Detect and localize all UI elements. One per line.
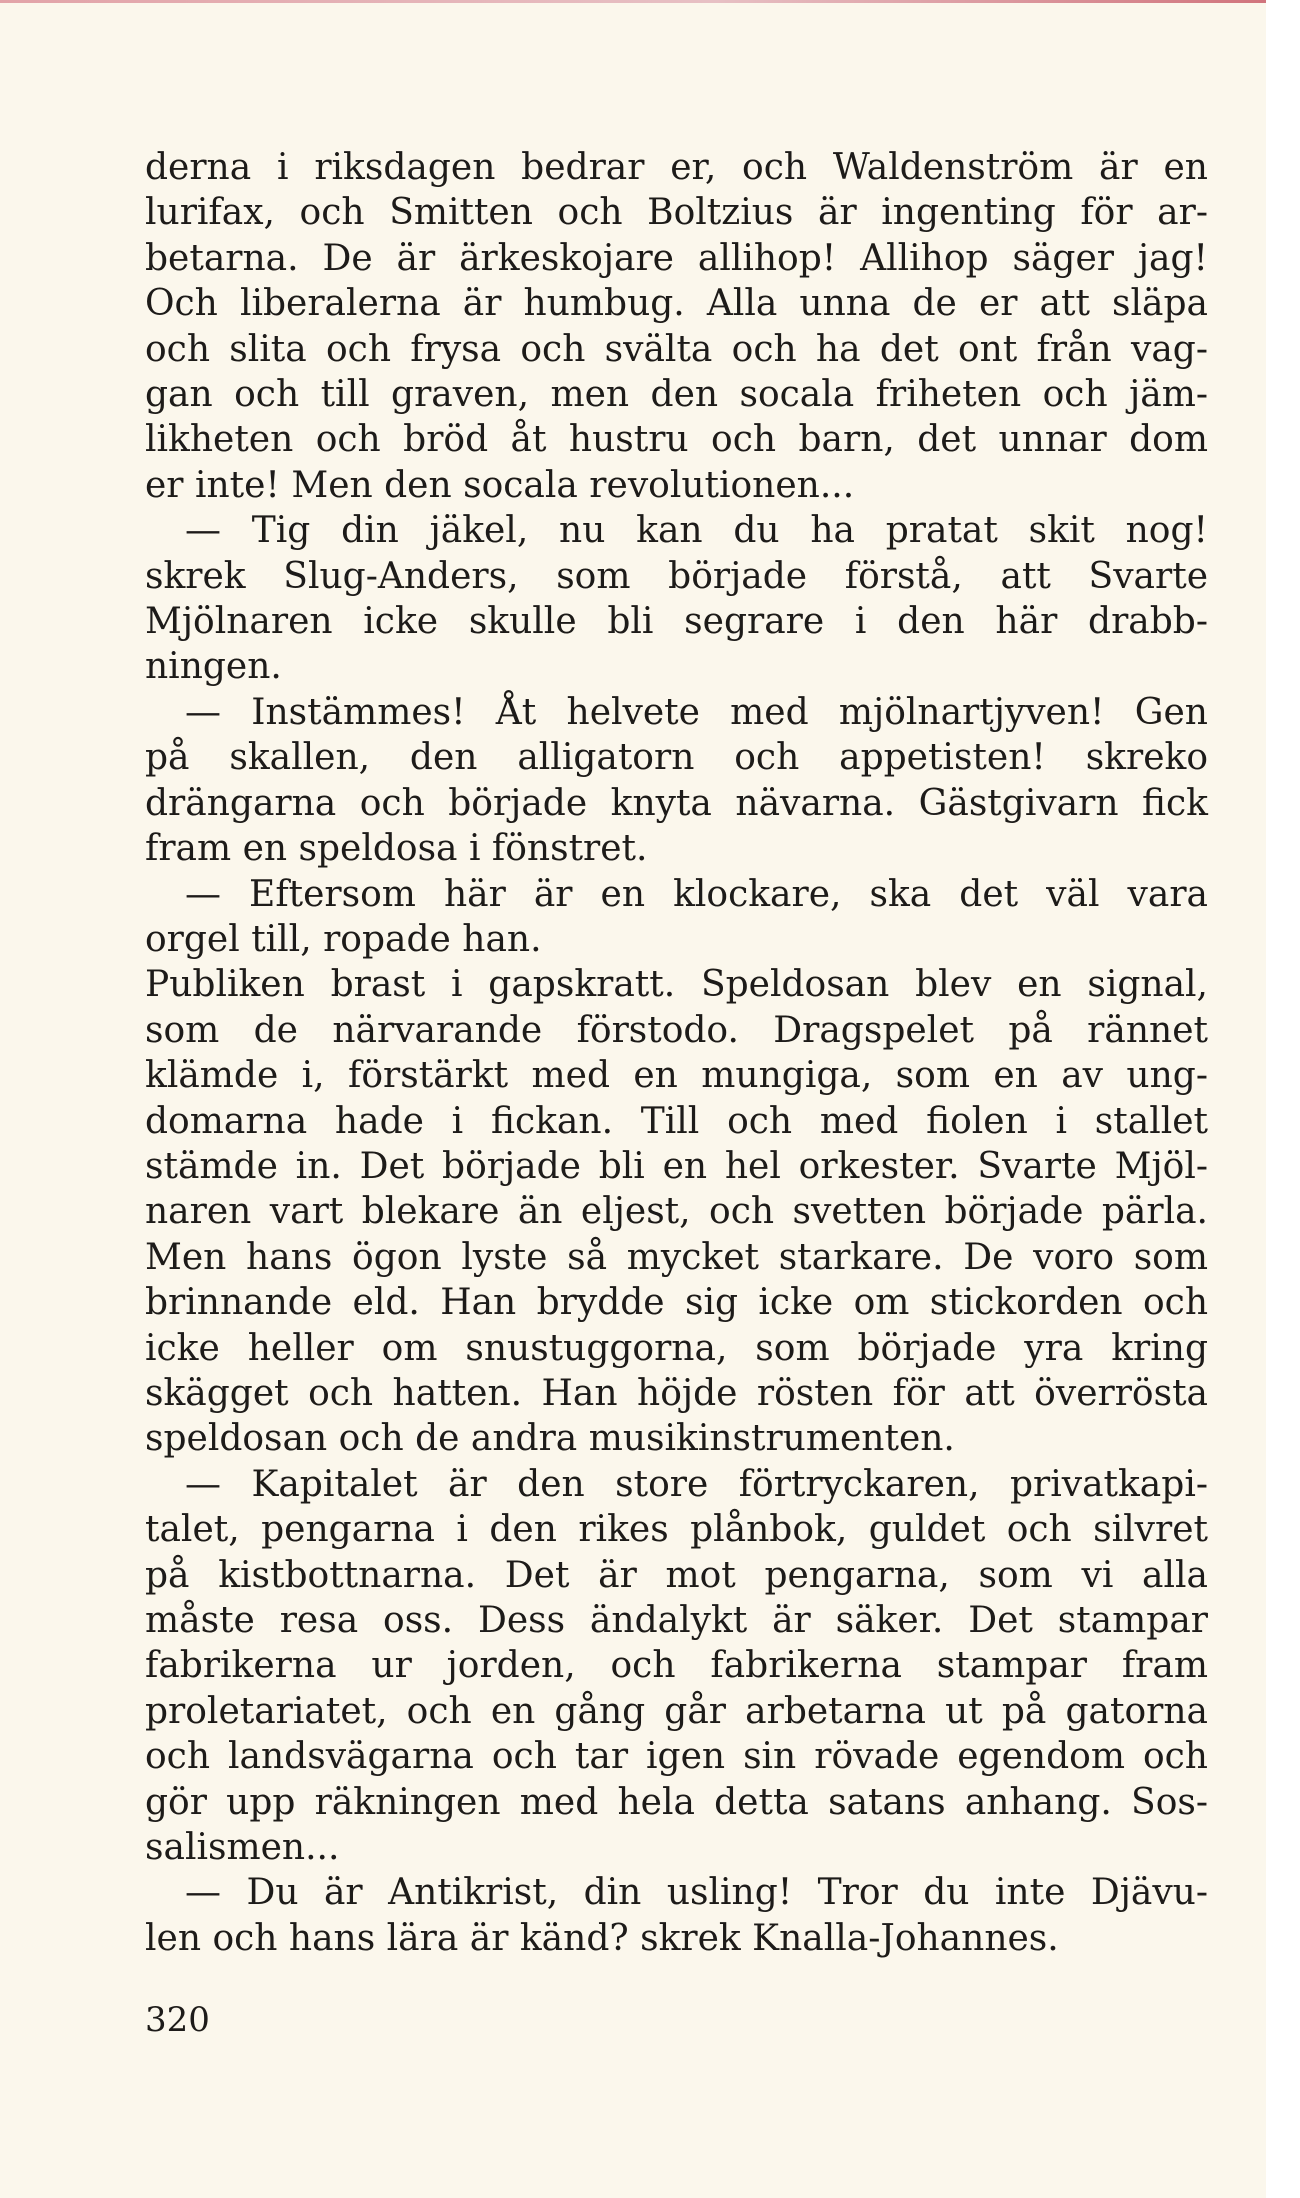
text-line: len och hans lära är känd? skrek Knalla-Johannes. [145,1917,1059,1959]
text-line: gör upp räkningen med hela detta satans anhang. Sos- [145,1781,1208,1823]
text-line: och slita och frysa och svälta och ha det ont från vag- [145,328,1208,370]
text-line: på kistbottnarna. Det är mot pengarna, som vi alla [145,1554,1208,1596]
text-line: likheten och bröd åt hustru och barn, det unnar dom [145,419,1208,461]
text-line: och landsvägarna och tar igen sin rövade egendom och [145,1736,1208,1778]
text-line: som de närvarande förstodo. Dragspelet på rännet [145,1009,1208,1051]
text-line: stämde in. Det började bli en hel orkester. Svarte Mjöl- [145,1145,1208,1187]
text-line: domarna hade i fickan. Till och med fiolen i stallet [145,1100,1208,1142]
text-line: — Tig din jäkel, nu kan du ha pratat skit nog! [185,510,1208,552]
text-line: skägget och hatten. Han höjde rösten för att överrösta [145,1372,1208,1414]
text-line: betarna. De är ärkeskojare allihop! Allihop säger jag! [145,237,1208,279]
text-line: Publiken brast i gapskratt. Speldosan blev en signal, [145,964,1208,1006]
text-line: skrek Slug-Anders, som började förstå, att Svarte [145,555,1208,597]
text-line: — Kapitalet är den store förtryckaren, privatkapi- [185,1463,1208,1505]
text-line: Men hans ögon lyste så mycket starkare. De voro som [145,1236,1208,1278]
text-line: naren vart blekare än eljest, och svetten började pärla. [145,1191,1208,1233]
text-line: fram en speldosa i fönstret. [145,828,648,870]
text-line: Mjölnaren icke skulle bli segrare i den här drabb- [145,601,1208,643]
text-line: er inte! Men den socala revolutionen... [145,464,855,506]
text-line: Och liberalerna är humbug. Alla unna de er att släpa [145,283,1208,325]
text-line: orgel till, ropade han. [145,918,542,960]
text-line: — Eftersom här är en klockare, ska det väl vara [185,873,1208,915]
text-line: fabrikerna ur jorden, och fabrikerna stampar fram [145,1645,1208,1687]
text-line: klämde i, förstärkt med en mungiga, som en av ung- [145,1055,1208,1097]
text-line: på skallen, den alligatorn och appetisten! skreko [145,737,1208,779]
page-top-edge [0,0,1300,3]
text-line: — Instämmes! Åt helvete med mjölnartjyven! Gen [185,691,1208,733]
text-line: speldosan och de andra musikinstrumenten. [145,1418,955,1460]
text-line: brinnande eld. Han brydde sig icke om stickorden och [145,1282,1208,1324]
text-line: gan och till graven, men den socala friheten och jäm- [145,374,1208,416]
text-line: icke heller om snustuggorna, som började yra kring [145,1327,1208,1369]
body-text [145,145,1208,1961]
page-number: 320 [145,2000,210,2040]
text-line: drängarna och började knyta nävarna. Gästgivarn fick [145,782,1208,824]
scan-margin [1266,0,1300,2198]
text-line: ningen. [145,646,282,688]
text-line: proletariatet, och en gång går arbetarna ut på gatorna [145,1690,1208,1732]
text-line: måste resa oss. Dess ändalykt är säker. Det stampar [145,1600,1208,1641]
text-line: salismen... [145,1827,340,1869]
text-line: derna i riksdagen bedrar er, och Waldenström är en [145,147,1208,188]
text-line: talet, pengarna i den rikes plånbok, guldet och silvret [145,1509,1208,1551]
text-line: lurifax, och Smitten och Boltzius är ingenting för ar- [145,192,1208,234]
text-line: — Du är Antikrist, din usling! Tror du inte Djävu- [185,1872,1208,1914]
